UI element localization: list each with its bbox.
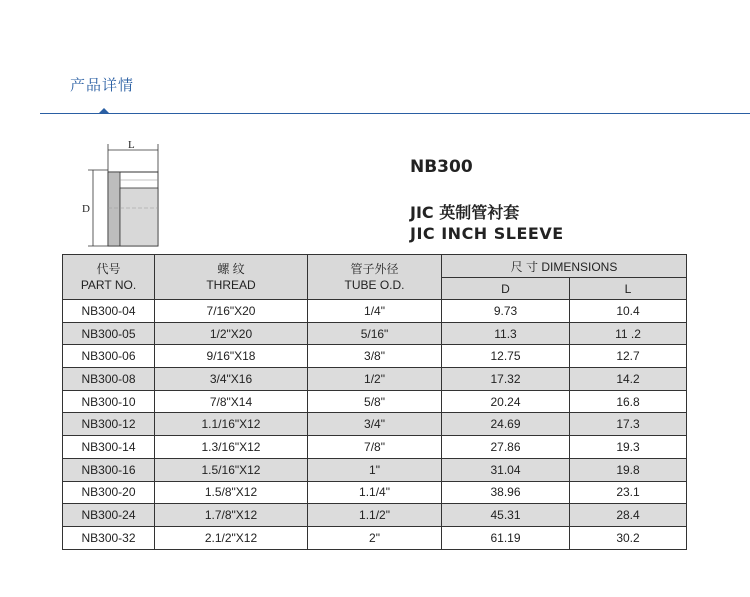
table-row (63, 526, 687, 549)
cell-thread: 1.3/16"X12 (155, 436, 308, 459)
cell-part: NB300-06 (63, 345, 155, 368)
cell-d: 31.04 (442, 458, 570, 481)
cell-d: 11.3 (442, 322, 570, 345)
header-tube-od (308, 255, 442, 300)
dimension-d-label: D (82, 203, 90, 215)
cell-part: NB300-16 (63, 458, 155, 481)
cell-tube: 1" (308, 458, 442, 481)
cell-thread: 7/16"X20 (155, 300, 308, 323)
cell-d: 20.24 (442, 390, 570, 413)
cell-tube: 2" (308, 526, 442, 549)
cell-tube: 1/4" (308, 300, 442, 323)
cell-tube: 5/8" (308, 390, 442, 413)
header-thread-cn: 螺 纹 (217, 262, 245, 276)
cell-part: NB300-05 (63, 322, 155, 345)
cell-tube: 1.1/4" (308, 481, 442, 504)
cell-l: 17.3 (570, 413, 687, 436)
header-thread (155, 255, 308, 300)
cell-thread: 3/4"X16 (155, 368, 308, 391)
header-thread-en: THREAD (206, 278, 256, 292)
cell-part: NB300-04 (63, 300, 155, 323)
cell-d: 9.73 (442, 300, 570, 323)
sleeve-drawing (78, 138, 190, 250)
cell-part: NB300-14 (63, 436, 155, 459)
cell-tube: 7/8" (308, 436, 442, 459)
cell-thread: 1.5/8"X12 (155, 481, 308, 504)
cell-d: 24.69 (442, 413, 570, 436)
tab-product-details[interactable]: 产品详情 (70, 76, 135, 94)
cell-part: NB300-24 (63, 504, 155, 527)
header-l: L (570, 278, 687, 300)
header-part-no (63, 255, 155, 300)
cell-thread: 9/16"X18 (155, 345, 308, 368)
table-row (63, 481, 687, 504)
cell-part: NB300-20 (63, 481, 155, 504)
table-row (63, 368, 687, 391)
header-divider (40, 113, 750, 114)
header-d: D (442, 278, 570, 300)
cell-thread: 1.5/16"X12 (155, 458, 308, 481)
table-row (63, 345, 687, 368)
table-row (63, 458, 687, 481)
spec-table (62, 254, 687, 550)
cell-part: NB300-08 (63, 368, 155, 391)
table-row (63, 300, 687, 323)
cell-thread: 1/2"X20 (155, 322, 308, 345)
cell-l: 14.2 (570, 368, 687, 391)
cell-l: 16.8 (570, 390, 687, 413)
cell-thread: 1.7/8"X12 (155, 504, 308, 527)
product-title-cn: JIC 英制管衬套 (410, 203, 520, 222)
table-row (63, 504, 687, 527)
cell-d: 61.19 (442, 526, 570, 549)
cell-tube: 1/2" (308, 368, 442, 391)
cell-l: 11 .2 (570, 322, 687, 345)
header-part-en: PART NO. (80, 278, 137, 292)
cell-thread: 1.1/16"X12 (155, 413, 308, 436)
product-code: NB300 (410, 157, 473, 177)
header-dimensions: 尺 寸 DIMENSIONS (442, 255, 687, 278)
cell-part: NB300-10 (63, 390, 155, 413)
cell-d: 17.32 (442, 368, 570, 391)
cell-l: 23.1 (570, 481, 687, 504)
header-part-cn: 代号 (96, 262, 121, 276)
cell-part: NB300-32 (63, 526, 155, 549)
table-row (63, 390, 687, 413)
cell-d: 45.31 (442, 504, 570, 527)
cell-l: 12.7 (570, 345, 687, 368)
header-tube-en: TUBE O.D. (344, 278, 405, 292)
dimension-l-label: L (128, 139, 135, 151)
product-title-en: JIC INCH SLEEVE (410, 224, 564, 243)
cell-l: 28.4 (570, 504, 687, 527)
header-tube-cn: 管子外径 (350, 262, 399, 276)
cell-d: 38.96 (442, 481, 570, 504)
cell-tube: 3/4" (308, 413, 442, 436)
cell-tube: 5/16" (308, 322, 442, 345)
cell-l: 10.4 (570, 300, 687, 323)
cell-d: 27.86 (442, 436, 570, 459)
cell-tube: 3/8" (308, 345, 442, 368)
active-tab-marker (98, 108, 110, 114)
cell-l: 19.8 (570, 458, 687, 481)
cell-thread: 2.1/2"X12 (155, 526, 308, 549)
table-row (63, 322, 687, 345)
cell-l: 19.3 (570, 436, 687, 459)
cell-tube: 1.1/2" (308, 504, 442, 527)
table-row (63, 413, 687, 436)
cell-part: NB300-12 (63, 413, 155, 436)
table-row (63, 436, 687, 459)
cell-d: 12.75 (442, 345, 570, 368)
cell-l: 30.2 (570, 526, 687, 549)
cell-thread: 7/8"X14 (155, 390, 308, 413)
